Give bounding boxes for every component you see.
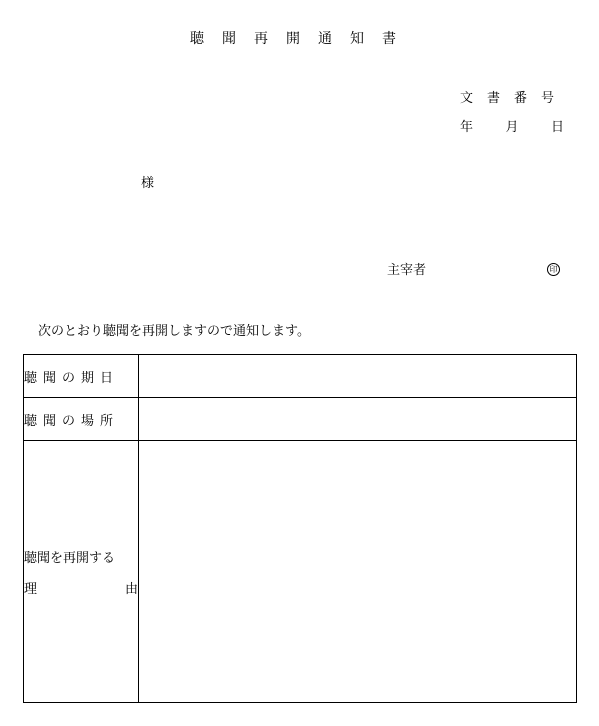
date-year: 年	[460, 120, 474, 135]
addressee-suffix: 様	[141, 176, 155, 191]
date-month: 月	[505, 120, 519, 135]
hearing-form-table	[23, 354, 577, 703]
table-row	[24, 441, 577, 703]
reason-field[interactable]	[139, 441, 577, 703]
hearing-date-label: 聴聞の期日	[24, 355, 139, 398]
date-day: 日	[550, 120, 564, 135]
seal-icon	[547, 263, 560, 276]
table-row	[24, 398, 577, 441]
reason-label-cell	[24, 441, 139, 703]
document-number-label: 文書番号	[460, 91, 569, 106]
organizer-label: 主宰者	[387, 263, 427, 278]
reason-label-line1: 聴聞を再開する	[24, 550, 116, 566]
reason-label-right: 由	[124, 581, 138, 597]
intro-text: 次のとおり聴聞を再開しますので通知します。	[38, 324, 310, 339]
hearing-place-field[interactable]	[139, 398, 577, 441]
hearing-place-label: 聴聞の場所	[24, 398, 139, 441]
reason-label-left: 理	[24, 581, 38, 597]
reason-label-line2	[24, 578, 138, 597]
seal-char: 印	[549, 264, 558, 274]
table-row	[24, 355, 577, 398]
hearing-date-field[interactable]	[139, 355, 577, 398]
document-title: 聴聞再開通知書	[190, 31, 414, 47]
date-line	[460, 121, 564, 134]
